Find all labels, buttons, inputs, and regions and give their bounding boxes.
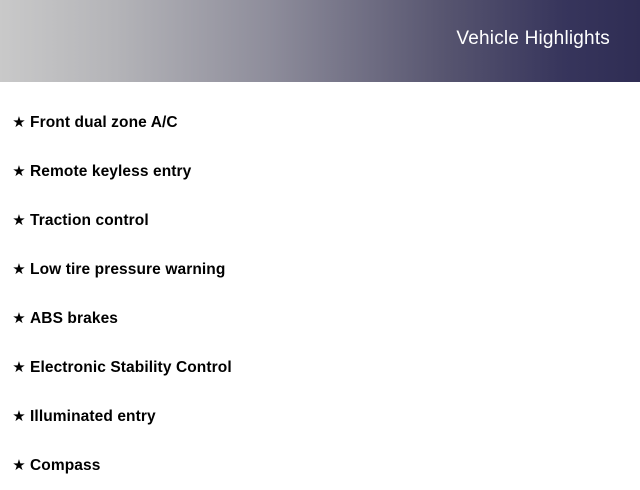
star-bullet-icon: ★ [12,310,26,327]
list-item [0,196,640,245]
list-item [0,245,640,294]
list-item [0,392,640,441]
list-item [0,441,640,490]
star-bullet-icon: ★ [12,212,26,229]
list-item [0,147,640,196]
star-bullet-icon: ★ [12,359,26,376]
star-bullet-icon: ★ [12,457,26,474]
list-item-label: Compass [30,456,101,474]
star-bullet-icon: ★ [12,163,26,180]
list-item [0,343,640,392]
list-item-label: Low tire pressure warning [30,260,226,278]
star-bullet-icon: ★ [12,408,26,425]
list-item [0,98,640,147]
list-item-label: Front dual zone A/C [30,113,178,131]
header-banner [0,0,640,82]
list-item-label: Electronic Stability Control [30,358,232,376]
list-item-label: ABS brakes [30,309,119,327]
list-item-label: Remote keyless entry [30,162,192,180]
list-item-label: Traction control [30,211,149,229]
page-title: Vehicle Highlights [456,28,610,49]
list-item-label: Illuminated entry [30,407,156,425]
list-item [0,294,640,343]
vehicle-highlights-list [0,82,640,490]
star-bullet-icon: ★ [12,261,26,278]
star-bullet-icon: ★ [12,114,26,131]
